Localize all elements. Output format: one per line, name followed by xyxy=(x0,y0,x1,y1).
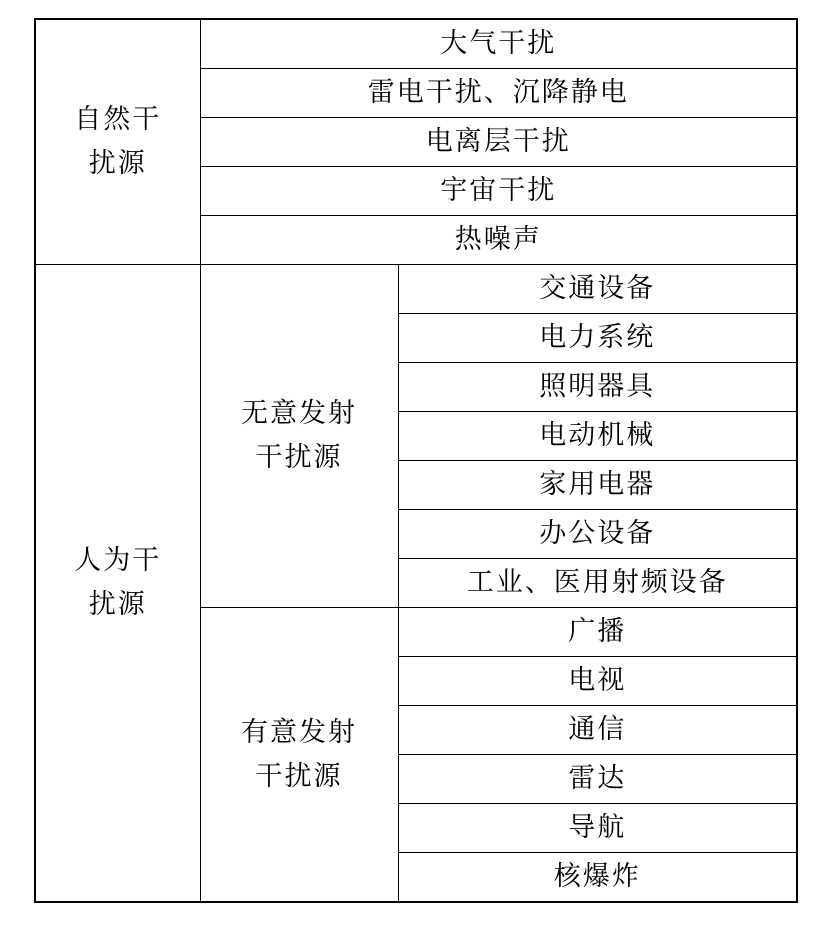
natural-source-label xyxy=(35,19,200,265)
intentional-label-line1: 有意发射 xyxy=(241,716,357,748)
table-row xyxy=(35,19,797,69)
artificial-label-line2: 扰源 xyxy=(88,589,147,620)
unintentional-source-label xyxy=(200,265,398,608)
artificial-source-label xyxy=(35,265,200,903)
intentional-item: 电视 xyxy=(398,657,797,706)
natural-item-ionosphere: 电离层干扰 xyxy=(200,118,797,167)
unintentional-item: 照明器具 xyxy=(398,363,797,412)
natural-item-atmospheric: 大气干扰 xyxy=(200,19,797,69)
unintentional-item: 电力系统 xyxy=(398,314,797,363)
intentional-item: 通信 xyxy=(398,706,797,755)
intentional-source-label xyxy=(200,608,398,903)
unintentional-item: 家用电器 xyxy=(398,461,797,510)
natural-label-line2: 扰源 xyxy=(88,148,147,179)
intentional-item: 雷达 xyxy=(398,755,797,804)
unintentional-item: 办公设备 xyxy=(398,510,797,559)
intentional-label-line2: 干扰源 xyxy=(255,760,343,792)
interference-source-table xyxy=(34,18,798,903)
unintentional-label-line1: 无意发射 xyxy=(241,398,357,429)
unintentional-item: 电动机械 xyxy=(398,412,797,461)
natural-item-cosmic: 宇宙干扰 xyxy=(200,167,797,216)
natural-label-line1: 自然干 xyxy=(74,104,162,135)
intentional-item: 导航 xyxy=(398,804,797,853)
natural-item-thermal-noise: 热噪声 xyxy=(200,216,797,265)
unintentional-label-line2: 干扰源 xyxy=(255,442,343,473)
intentional-item: 广播 xyxy=(398,608,797,657)
natural-item-lightning: 雷电干扰、沉降静电 xyxy=(200,69,797,118)
unintentional-item: 工业、医用射频设备 xyxy=(398,559,797,608)
unintentional-item: 交通设备 xyxy=(398,265,797,314)
intentional-item: 核爆炸 xyxy=(398,853,797,903)
artificial-label-line1: 人为干 xyxy=(74,545,162,576)
table-row xyxy=(35,265,797,314)
